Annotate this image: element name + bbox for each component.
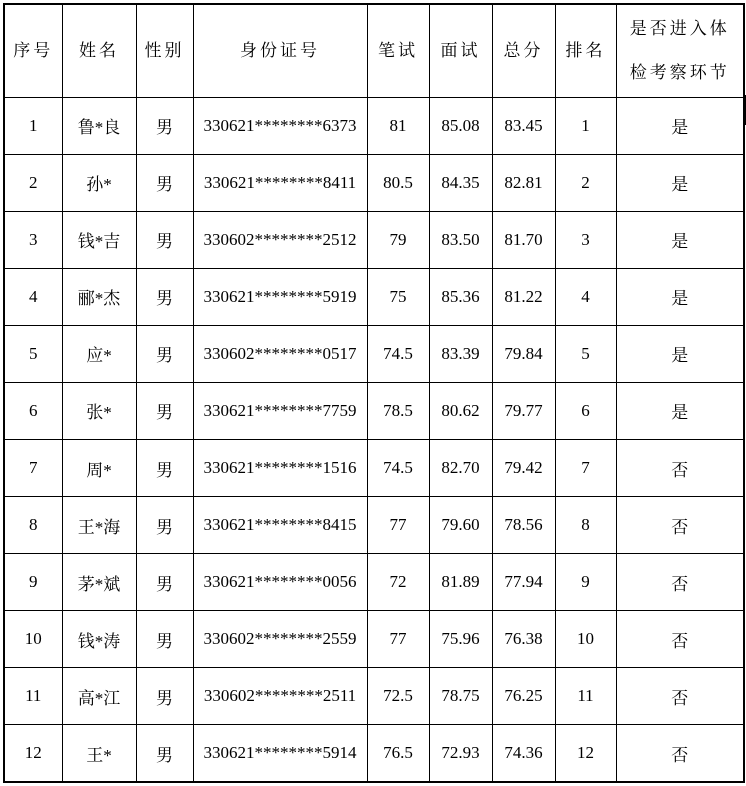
cell-gender: 男: [136, 325, 193, 382]
cell-rank: 9: [555, 554, 616, 611]
cell-rank: 6: [555, 382, 616, 439]
cell-written_score: 77: [367, 497, 429, 554]
cell-id_number: 330621********7759: [193, 382, 367, 439]
cell-rank: 3: [555, 211, 616, 268]
cell-gender: 男: [136, 154, 193, 211]
cell-name: 茅*斌: [62, 554, 136, 611]
column-header-name: 姓名: [62, 4, 136, 97]
cell-name: 高*江: [62, 668, 136, 725]
cell-index: 2: [4, 154, 62, 211]
cell-id_number: 330621********1516: [193, 439, 367, 496]
table-row: [4, 97, 744, 154]
cell-rank: 7: [555, 439, 616, 496]
cell-name: 孙*: [62, 154, 136, 211]
cell-id_number: 330621********5919: [193, 268, 367, 325]
table-row: [4, 554, 744, 611]
cell-total_score: 82.81: [492, 154, 555, 211]
cell-total_score: 79.77: [492, 382, 555, 439]
cell-rank: 11: [555, 668, 616, 725]
cell-gender: 男: [136, 382, 193, 439]
cell-interview_score: 79.60: [429, 497, 492, 554]
cell-total_score: 77.94: [492, 554, 555, 611]
table-row: [4, 725, 744, 782]
cell-total_score: 78.56: [492, 497, 555, 554]
cell-gender: 男: [136, 554, 193, 611]
table-row: [4, 439, 744, 496]
cell-index: 9: [4, 554, 62, 611]
cell-total_score: 79.84: [492, 325, 555, 382]
cell-total_score: 76.25: [492, 668, 555, 725]
cell-name: 钱*吉: [62, 211, 136, 268]
cell-written_score: 72.5: [367, 668, 429, 725]
table-row: [4, 497, 744, 554]
cell-enter_physical_exam: 是: [616, 382, 744, 439]
column-header-interview_score: 面试: [429, 4, 492, 97]
cell-total_score: 83.45: [492, 97, 555, 154]
cell-interview_score: 81.89: [429, 554, 492, 611]
cell-enter_physical_exam: 是: [616, 268, 744, 325]
cell-index: 8: [4, 497, 62, 554]
cell-index: 10: [4, 611, 62, 668]
table-row: [4, 668, 744, 725]
cell-gender: 男: [136, 497, 193, 554]
table-row: [4, 268, 744, 325]
cell-name: 张*: [62, 382, 136, 439]
cell-total_score: 79.42: [492, 439, 555, 496]
cell-rank: 2: [555, 154, 616, 211]
cell-enter_physical_exam: 是: [616, 211, 744, 268]
cell-interview_score: 80.62: [429, 382, 492, 439]
cell-written_score: 80.5: [367, 154, 429, 211]
cell-written_score: 72: [367, 554, 429, 611]
cell-written_score: 78.5: [367, 382, 429, 439]
column-header-enter_physical_exam: 是否进入体检考察环节: [616, 4, 744, 97]
cell-interview_score: 82.70: [429, 439, 492, 496]
cell-written_score: 77: [367, 611, 429, 668]
column-header-total_score: 总分: [492, 4, 555, 97]
cell-enter_physical_exam: 否: [616, 611, 744, 668]
cell-index: 3: [4, 211, 62, 268]
cell-enter_physical_exam: 否: [616, 668, 744, 725]
score-table: [3, 3, 745, 783]
cell-id_number: 330621********0056: [193, 554, 367, 611]
cell-rank: 12: [555, 725, 616, 782]
cell-total_score: 81.70: [492, 211, 555, 268]
cell-written_score: 76.5: [367, 725, 429, 782]
column-header-id_number: 身份证号: [193, 4, 367, 97]
cell-rank: 5: [555, 325, 616, 382]
cell-written_score: 75: [367, 268, 429, 325]
table-row: [4, 611, 744, 668]
cell-enter_physical_exam: 是: [616, 325, 744, 382]
cell-total_score: 76.38: [492, 611, 555, 668]
cell-id_number: 330621********8411: [193, 154, 367, 211]
cell-interview_score: 85.36: [429, 268, 492, 325]
table-row: [4, 382, 744, 439]
column-header-index: 序号: [4, 4, 62, 97]
column-header-gender: 性别: [136, 4, 193, 97]
cell-gender: 男: [136, 268, 193, 325]
cell-total_score: 81.22: [492, 268, 555, 325]
cell-gender: 男: [136, 725, 193, 782]
cell-interview_score: 83.50: [429, 211, 492, 268]
header-row: [4, 4, 744, 97]
cell-enter_physical_exam: 否: [616, 497, 744, 554]
cell-index: 7: [4, 439, 62, 496]
cell-index: 5: [4, 325, 62, 382]
cell-gender: 男: [136, 611, 193, 668]
cell-gender: 男: [136, 668, 193, 725]
cell-rank: 1: [555, 97, 616, 154]
cell-interview_score: 72.93: [429, 725, 492, 782]
cell-written_score: 79: [367, 211, 429, 268]
cell-name: 应*: [62, 325, 136, 382]
column-header-rank: 排名: [555, 4, 616, 97]
cell-name: 郦*杰: [62, 268, 136, 325]
cell-written_score: 74.5: [367, 439, 429, 496]
column-header-written_score: 笔试: [367, 4, 429, 97]
table-row: [4, 211, 744, 268]
cell-total_score: 74.36: [492, 725, 555, 782]
cell-enter_physical_exam: 否: [616, 725, 744, 782]
cell-enter_physical_exam: 否: [616, 439, 744, 496]
cell-id_number: 330602********2512: [193, 211, 367, 268]
cell-interview_score: 78.75: [429, 668, 492, 725]
table-row: [4, 325, 744, 382]
cell-index: 12: [4, 725, 62, 782]
cell-name: 周*: [62, 439, 136, 496]
cell-interview_score: 83.39: [429, 325, 492, 382]
cell-gender: 男: [136, 439, 193, 496]
cell-interview_score: 85.08: [429, 97, 492, 154]
cell-id_number: 330602********2511: [193, 668, 367, 725]
cell-name: 鲁*良: [62, 97, 136, 154]
cell-rank: 8: [555, 497, 616, 554]
cell-index: 6: [4, 382, 62, 439]
cell-name: 王*海: [62, 497, 136, 554]
cell-index: 4: [4, 268, 62, 325]
cell-rank: 10: [555, 611, 616, 668]
cell-gender: 男: [136, 211, 193, 268]
cell-name: 王*: [62, 725, 136, 782]
cell-gender: 男: [136, 97, 193, 154]
cell-index: 11: [4, 668, 62, 725]
cell-id_number: 330621********5914: [193, 725, 367, 782]
cell-id_number: 330602********2559: [193, 611, 367, 668]
cell-enter_physical_exam: 是: [616, 97, 744, 154]
cell-enter_physical_exam: 是: [616, 154, 744, 211]
cell-rank: 4: [555, 268, 616, 325]
cell-name: 钱*涛: [62, 611, 136, 668]
cell-index: 1: [4, 97, 62, 154]
cell-interview_score: 75.96: [429, 611, 492, 668]
cell-id_number: 330621********6373: [193, 97, 367, 154]
cell-id_number: 330602********0517: [193, 325, 367, 382]
cell-written_score: 74.5: [367, 325, 429, 382]
cell-id_number: 330621********8415: [193, 497, 367, 554]
cell-interview_score: 84.35: [429, 154, 492, 211]
table-row: [4, 154, 744, 211]
cell-written_score: 81: [367, 97, 429, 154]
cell-enter_physical_exam: 否: [616, 554, 744, 611]
